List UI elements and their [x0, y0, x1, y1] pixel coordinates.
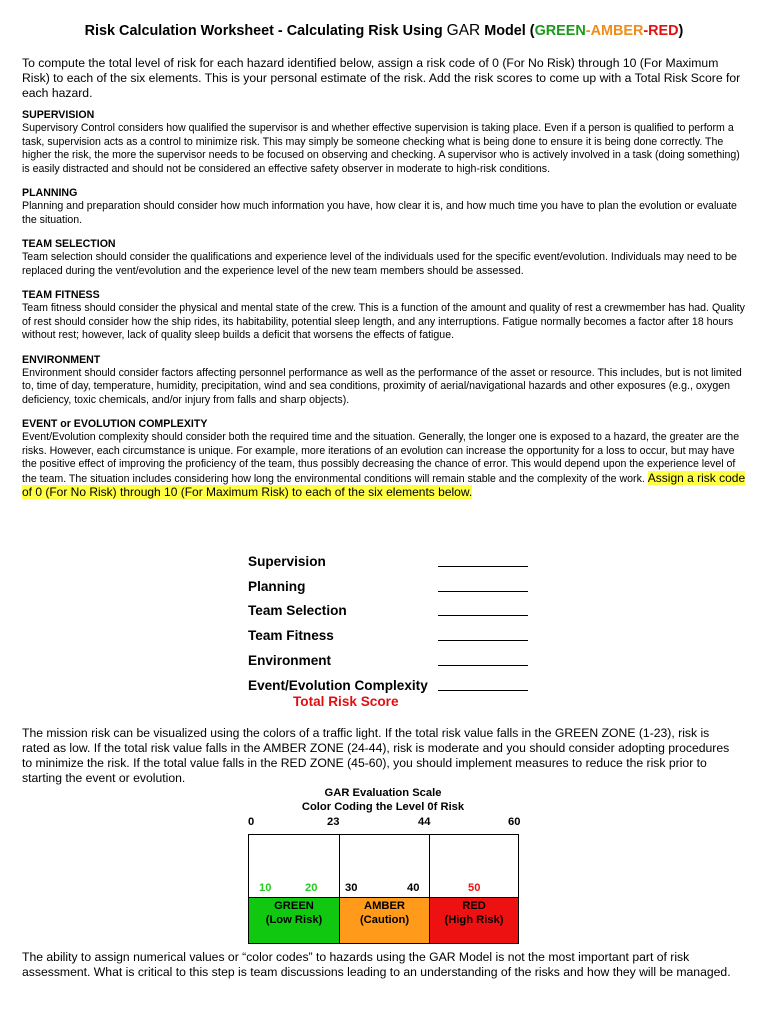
zone-divider — [339, 835, 340, 943]
scale-title: GAR Evaluation Scale — [324, 787, 442, 799]
mission-risk-paragraph: The mission risk can be visualized using the colors of a traffic light. If the total risk value falls in the GREEN ZONE (1-23), risk is rated as low. If the total risk value falls in the AMBER ZONE (24-44), risk is moderate and you should consider adopting procedures to minimize the risk. If the total value falls in the RED ZONE (45-60), you should implement measures to reduce the risk prior to starting the event or evolution. — [22, 726, 730, 785]
section-body: Environment should consider factors affecting personnel performance as well as the performance of the asset or resource. This includes, but is not limited to, time of day, temperature, humidity, precipitation, wind and sea conditions, proximity of aerial/navigational hazards and other exposures (e.g., oxygen deficiency, toxic chemicals, and/or injury from falls and sharp objects). — [22, 366, 742, 406]
closing-paragraph: The ability to assign numerical values or “color codes” to hazards using the GAR Model is not the most important part of risk assessment. What is critical to this step is team discussions leading to an understanding of the risks and how they will be managed. — [22, 950, 731, 979]
total-risk-score-label: Total Risk Score — [293, 694, 399, 709]
score-entry-line[interactable] — [438, 590, 528, 592]
scale-subtitle: Color Coding the Level 0f Risk — [301, 801, 465, 813]
section-heading: ENVIRONMENT — [22, 353, 101, 366]
score-entry-line[interactable] — [438, 614, 528, 616]
scale-tick-label: 60 — [508, 816, 521, 828]
green-scale-number: 10 — [259, 882, 272, 894]
section-body: Event/Evolution complexity should consider both the required time and the situation. Generally, the longer one is exposed to a hazard, the greater are the risks. However, each circumstance is unique. For example, more iterations of an evolution can increase the opportunity for a loss to occur, but may have the positive effect of improving the proficiency of the team, thus possibly decreasing the chance of error. This would depend upon the experience level of the team. The situation includes considering how long the environmental conditions will remain stable and the complexity of the work. Assign a risk code of 0 (For No Risk) through 10 (For Maximum Risk) to each of the six elements below. — [22, 431, 746, 499]
section-heading: TEAM FITNESS — [22, 289, 100, 301]
risk-score-table — [248, 544, 528, 693]
red-zone: RED (High Risk) — [430, 897, 518, 943]
section-body: Team selection should consider the qualifications and experience level of the individuals used for the specific event/evolution. Individuals may need to be replaced during the vent/evolution and the experience level of the new team members should be assessed. — [22, 251, 737, 277]
score-entry-line[interactable] — [438, 664, 528, 666]
red-scale-number: 50 — [468, 882, 481, 894]
score-entry-line[interactable] — [438, 689, 528, 691]
section-team-selection — [22, 238, 746, 278]
section-team-fitness — [22, 289, 746, 343]
score-row-supervision: Supervision — [248, 544, 528, 569]
section-body: Planning and preparation should consider how much information you have, how clear it is, and how much time you have to plan the evolution or evaluate the situation. — [22, 200, 737, 226]
intro-paragraph: To compute the total level of risk for each hazard identified below, assign a risk code of 0 (For No Risk) through 10 (For Maximum Risk) to each of the six elements. This is your personal estimate of the risk. Add the risk scores to come up with a Total Risk Score for each hazard. — [22, 56, 741, 100]
zone-divider — [429, 835, 430, 943]
scale-tick-label: 44 — [418, 816, 431, 828]
section-event-complexity — [22, 418, 746, 501]
green-scale-number: 20 — [305, 882, 318, 894]
score-entry-line[interactable] — [438, 565, 528, 567]
highlighted-instruction: Assign a risk code of 0 (For No Risk) through 10 (For Maximum Risk) to each of the six elements below. — [22, 470, 746, 499]
page-title: Risk Calculation Worksheet - Calculating Risk Using GAR Model (GREEN-AMBER-RED) — [84, 22, 684, 39]
score-row-team-selection: Team Selection — [248, 594, 528, 619]
section-supervision — [22, 109, 746, 176]
amber-zone: AMBER (Caution) — [340, 897, 429, 943]
section-heading: PLANNING — [22, 187, 78, 199]
score-row-planning: Planning — [248, 569, 528, 594]
section-heading: TEAM SELECTION — [22, 238, 116, 250]
scale-tick-label: 0 — [248, 816, 255, 828]
score-row-team-fitness: Team Fitness — [248, 618, 528, 643]
section-body: Supervisory Control considers how qualified the supervisor is and whether effective supervision is taking place. Even if a person is qualified to perform a task, supervision acts as a control to minimize risk. This may simply be someone checking what is being done to ensure it is being done correctly. The higher the risk, the more the supervisor needs to be focused on observing and checking. A supervisor who is actively involved in a task (doing something) is easily distracted and should not be considered an effective safety observer in moderate to high-risk conditions. — [22, 122, 740, 175]
score-row-event-complexity: Event/Evolution Complexity — [248, 668, 528, 693]
green-zone: GREEN (Low Risk) — [249, 897, 339, 943]
section-body: Team fitness should consider the physical and mental state of the crew. This is a function of the amount and quality of rest a crewmember has had. Quality of rest should consider how the ship rides, its habitability, potential sleep length, and any interruptions. Fatigue normally becomes a factor after 18 hours without rest; however, lack of quality sleep builds a deficit that worsens the effects of fatigue. — [22, 302, 745, 341]
score-row-environment: Environment — [248, 643, 528, 668]
section-planning — [22, 187, 746, 227]
scale-tick-label: 23 — [327, 816, 340, 828]
amber-scale-number: 40 — [407, 882, 420, 894]
section-heading: SUPERVISION — [22, 109, 95, 121]
section-environment — [22, 354, 746, 408]
section-heading: EVENT or EVOLUTION COMPLEXITY — [22, 418, 208, 430]
amber-scale-number: 30 — [345, 882, 358, 894]
gar-evaluation-scale — [248, 834, 519, 944]
score-entry-line[interactable] — [438, 639, 528, 641]
